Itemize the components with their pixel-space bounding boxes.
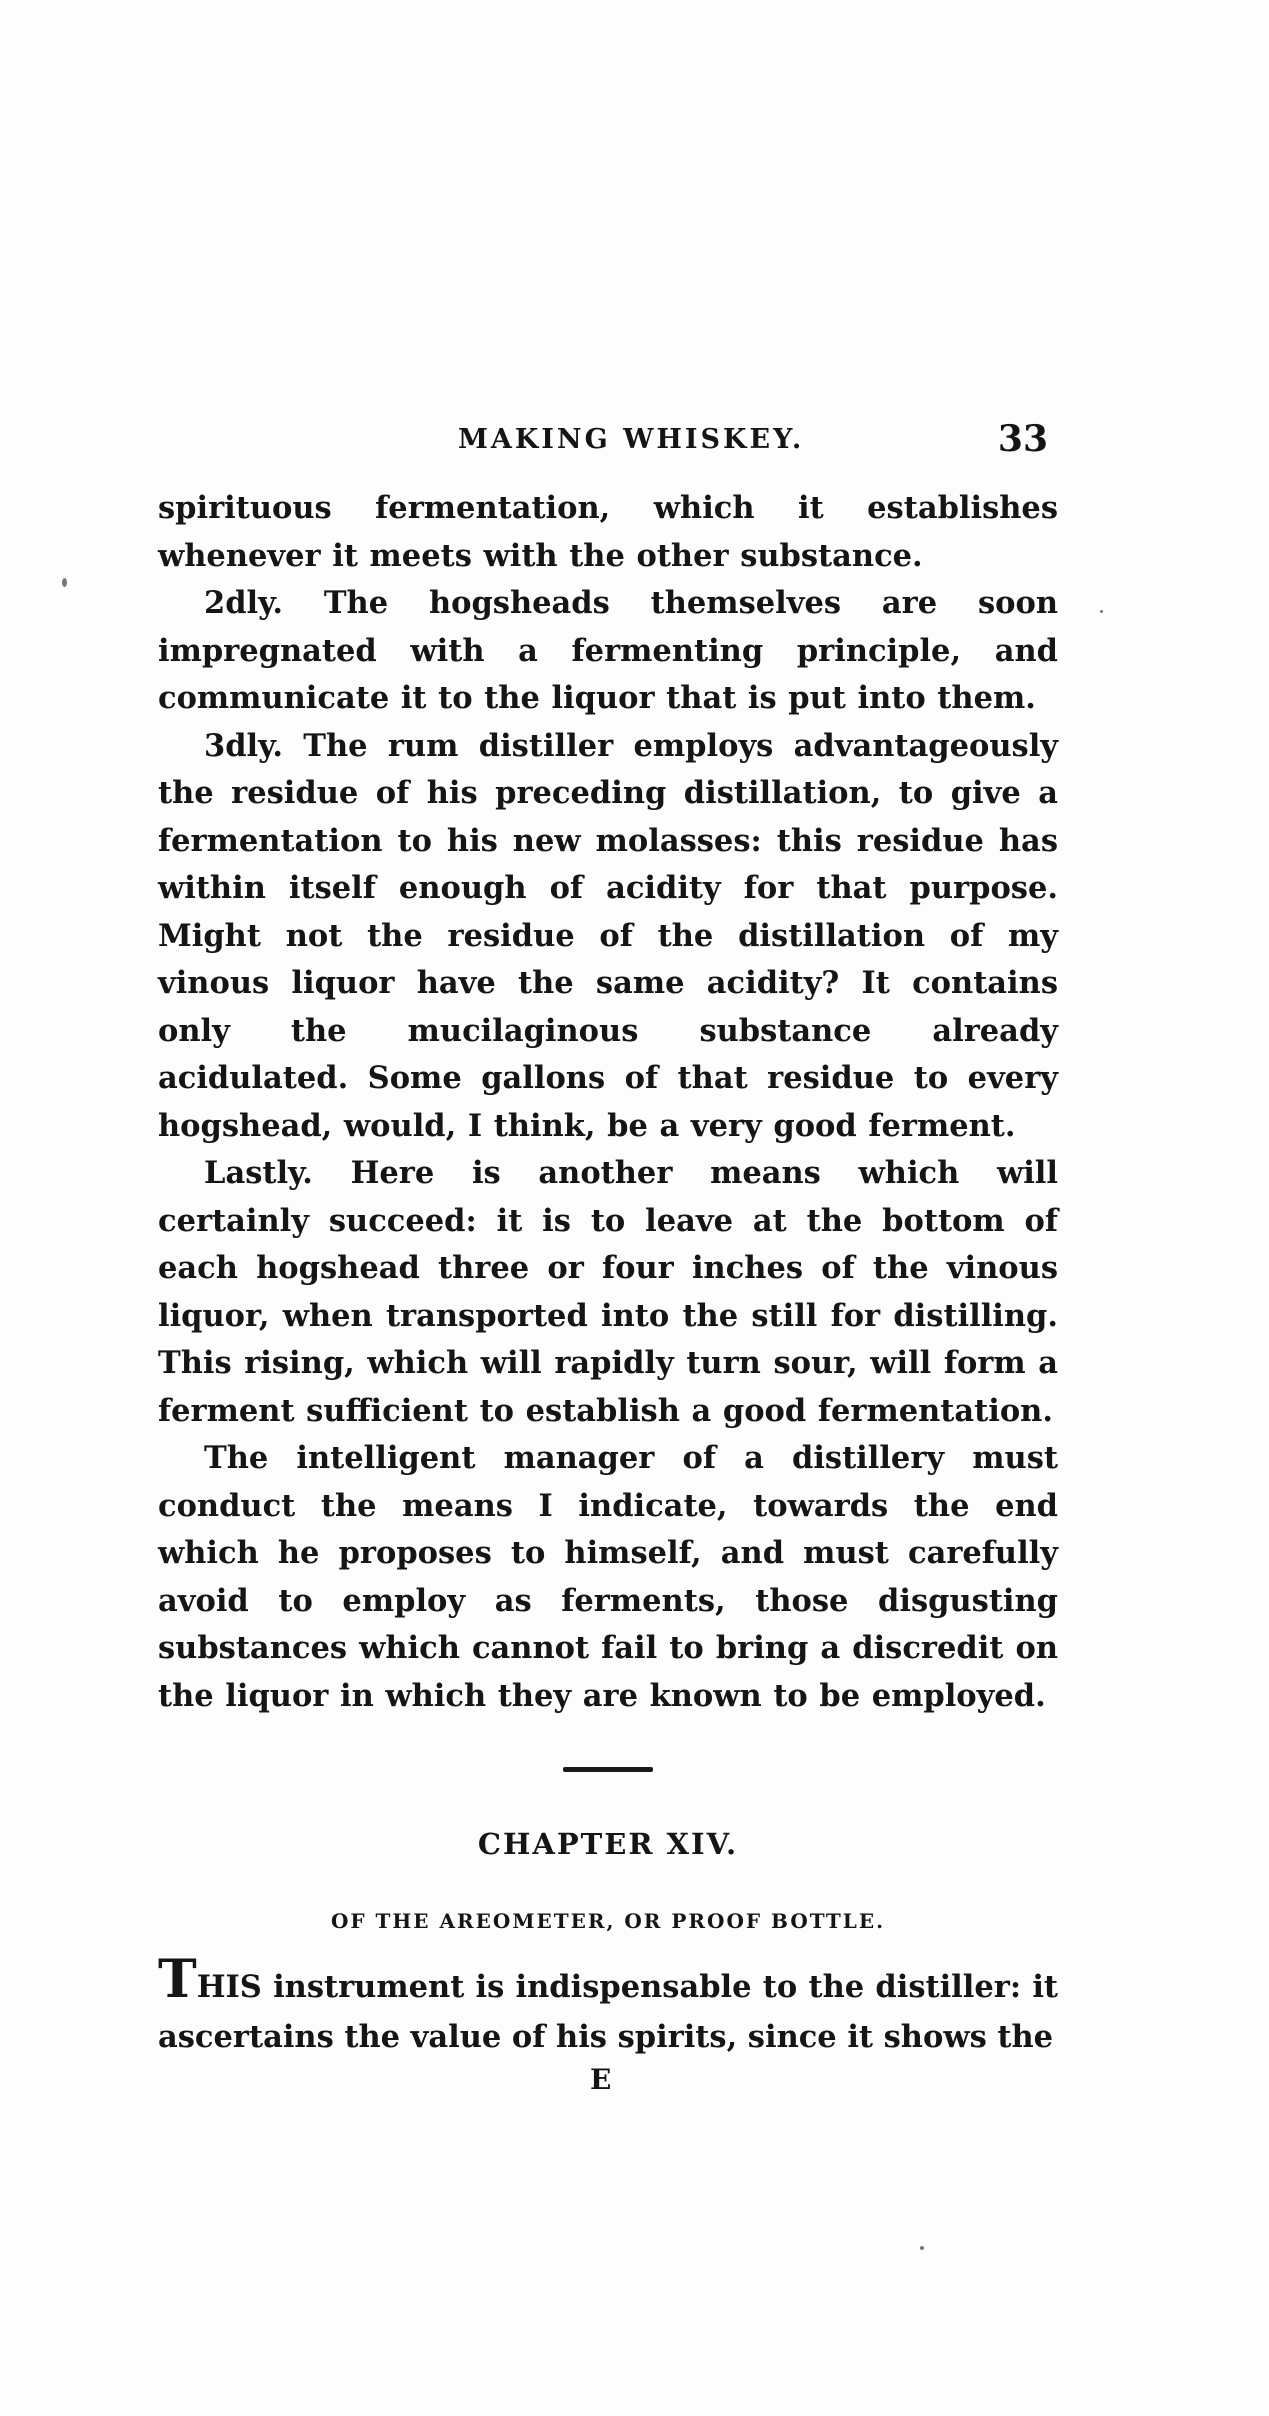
ink-speck (62, 578, 67, 587)
ink-speck (920, 2246, 924, 2250)
body-text (158, 485, 1058, 1720)
running-title: MAKING WHISKEY. (458, 424, 805, 455)
chapter-opening-text: instrument is indispensable to the distiller: it ascertains the value of his spirits, since it shows the (158, 1969, 1058, 2055)
running-head (158, 418, 1058, 468)
ink-speck (1100, 610, 1103, 613)
paragraph-second: 2dly. The hogsheads themselves are soon impregnated with a fermenting principle, and communicate it to the liquor that is put into them. (158, 585, 1058, 716)
drop-cap: T (158, 1949, 197, 2010)
paragraph-continuation: spirituous fermentation, which it establishes whenever it meets with the other substance. (158, 490, 1058, 574)
paragraph-manager: The intelligent manager of a distillery must conduct the means I indicate, towards the end which he proposes to himself, and must carefully avoid to employ as ferments, those disgusting substances which cannot fail to bring a discredit on the liquor in which they are known to be employed. (158, 1440, 1058, 1714)
chapter-heading: CHAPTER XIV. (477, 1827, 739, 1861)
paragraph-third: 3dly. The rum distiller employs advantageously the residue of his preceding distillation, to give a fermentation to his new molasses: this residue has within itself enough of acidity for that purpose. Might not the residue of the distillation of my vinous liquor have the same acidity? It contains only the mucilaginous substance already acidulated. Some gallons of that residue to every hogshead, would, I think, be a very good ferment. (158, 727, 1058, 1144)
paragraph-lastly: Lastly. Here is another means which will certainly succeed: it is to leave at the bottom of each hogshead three or four inches of the vinous liquor, when transported into the still for distilling. This rising, which will rapidly turn sour, will form a ferment sufficient to establish a good fermentation. (158, 1155, 1058, 1429)
drop-cap-rest: HIS (196, 1969, 262, 2005)
page-number: 33 (997, 418, 1048, 460)
chapter-opening-paragraph (158, 1949, 1058, 2062)
section-divider (563, 1767, 653, 1772)
signature-mark: E (590, 2063, 612, 2096)
chapter-subtitle: OF THE AREOMETER, OR PROOF BOTTLE. (330, 1909, 886, 1933)
